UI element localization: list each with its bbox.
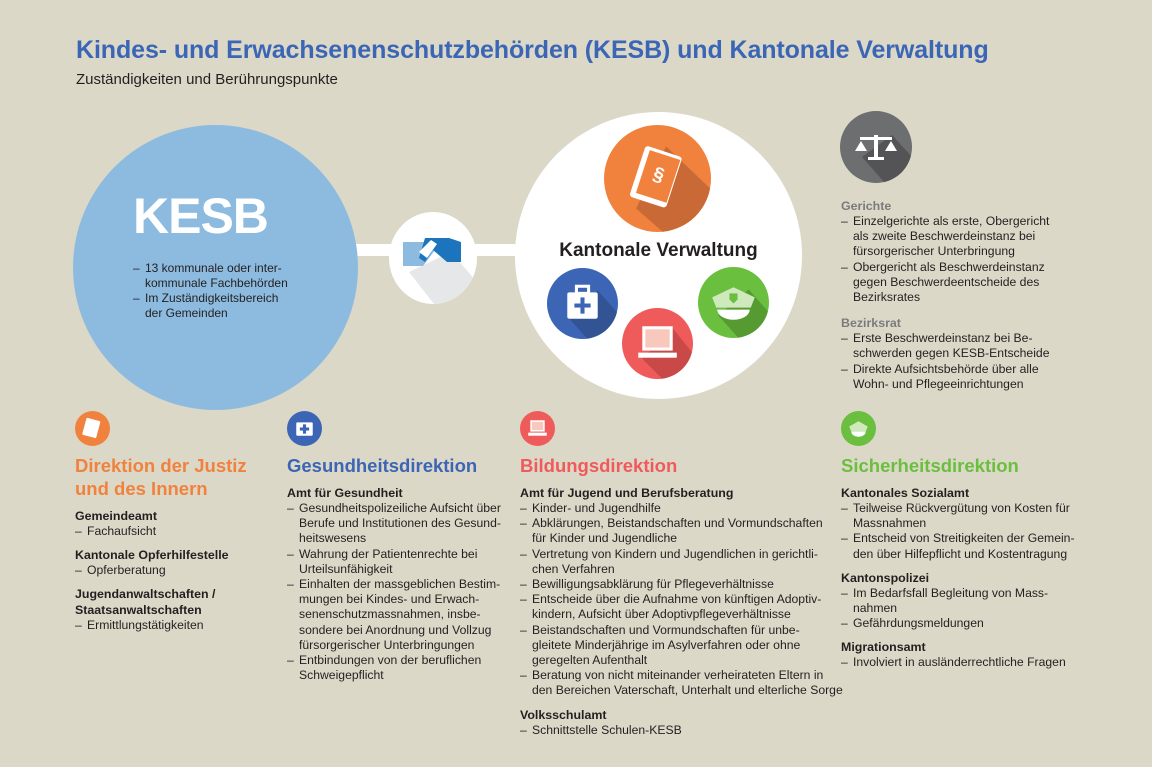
- department-group: [841, 485, 1075, 562]
- list-item: – Involviert in ausländerrechtliche Fragen: [841, 655, 1075, 670]
- department-title: Kantonspolizei: [841, 570, 930, 585]
- directorate-column: [287, 454, 501, 691]
- department-group: [287, 485, 501, 683]
- list-item: – 13 kommunale oder inter- kommunale Fachbehörden: [133, 261, 288, 291]
- list-item: – Beratung von nicht miteinander verheirateten Eltern in den Bereichen Vaterschaft, Unterhalt und elterliche Sorge: [520, 668, 843, 698]
- responsibility-list: [75, 618, 247, 633]
- department-title: Kantonale Opferhilfestelle: [75, 548, 229, 563]
- svg-text:§: §: [650, 163, 667, 187]
- list-item: – Erste Beschwerdeinstanz bei Be- schwerden gegen KESB-Entscheide: [841, 331, 1049, 361]
- responsibility-list: [520, 501, 843, 699]
- list-item: – Beistandschaften und Vormundschaften für unbe- gleitete Minderjährige im Asylverfahren oder ohne geregelten Aufenthalt: [520, 623, 843, 669]
- directorate-title: Gesundheitsdirektion: [287, 455, 478, 476]
- list-item: – Kinder- und Jugendhilfe: [520, 501, 843, 516]
- department-title: Bezirksrat: [841, 316, 901, 331]
- kesb-list: [133, 261, 288, 321]
- laptop-icon: [520, 411, 555, 446]
- list-item: – Bewilligungsabklärung für Pflegeverhältnisse: [520, 577, 843, 592]
- responsibility-list: [841, 501, 1075, 562]
- department-group: [75, 547, 247, 578]
- list-item: – Wahrung der Patientenrechte bei Urteilsunfähigkeit: [287, 547, 501, 577]
- department-title: Gerichte: [841, 199, 892, 213]
- department-group: [520, 485, 843, 699]
- responsibility-list: [841, 586, 1075, 632]
- list-item: – Im Bedarfsfall Begleitung von Mass- nahmen: [841, 586, 1075, 616]
- list-item: – Schnittstelle Schulen-KESB: [520, 723, 843, 738]
- responsibility-list: [841, 655, 1075, 670]
- handshake-icon: [389, 212, 477, 304]
- directorate-title: Bildungsdirektion: [520, 455, 678, 476]
- responsibility-list: [287, 501, 501, 683]
- law-book-icon: [604, 125, 711, 232]
- department-group: [75, 508, 247, 539]
- directorate-column: [520, 454, 843, 746]
- list-item: – Gefährdungsmeldungen: [841, 616, 1075, 631]
- department-group: [841, 198, 1049, 305]
- police-cap-icon: [698, 267, 769, 338]
- responsibility-list: [841, 214, 1049, 305]
- directorate-title: Sicherheitsdirektion: [841, 455, 1019, 476]
- responsibility-list: [841, 331, 1049, 392]
- department-title: Amt für Gesundheit: [287, 486, 403, 500]
- page-title: Kindes- und Erwachsenenschutzbehörden (KESB) und Kantonale Verwaltung: [76, 36, 989, 64]
- department-group: [520, 707, 843, 738]
- department-group: [75, 586, 247, 633]
- medical-kit-icon: [547, 268, 618, 339]
- list-item: – Entscheide über die Aufnahme von künftigen Adoptiv- kindern, Aufsicht über Adoptivpflegeverhältnisse: [520, 592, 843, 622]
- list-item: – Im Zuständigkeitsbereich der Gemeinden: [133, 291, 288, 321]
- responsibility-list: [75, 563, 247, 578]
- kesb-circle: [73, 125, 358, 410]
- department-group: [841, 315, 1049, 392]
- list-item: – Ermittlungstätigkeiten: [75, 618, 247, 633]
- laptop-icon: [622, 308, 693, 379]
- list-item: – Entbindungen von der beruflichen Schweigepflicht: [287, 653, 501, 683]
- list-item: – Fachaufsicht: [75, 524, 247, 539]
- page-subtitle: Zuständigkeiten und Berührungspunkte: [76, 71, 338, 88]
- medical-kit-icon: [287, 411, 322, 446]
- directorate-column: [841, 454, 1075, 679]
- list-item: – Obergericht als Beschwerdeinstanz gegen Beschwerdeentscheide des Bezirksrates: [841, 260, 1049, 306]
- list-item: – Einzelgerichte als erste, Obergericht als zweite Beschwerdeinstanz bei fürsorgerischer Unterbringung: [841, 214, 1049, 260]
- list-item: – Opferberatung: [75, 563, 247, 578]
- department-title: Amt für Jugend und Berufsberatung: [520, 486, 734, 500]
- department-group: [841, 639, 1075, 670]
- department-title: Volksschulamt: [520, 707, 607, 722]
- list-item: – Vertretung von Kindern und Jugendlichen in gerichtli- chen Verfahren: [520, 547, 843, 577]
- kesb-title: KESB: [133, 188, 268, 244]
- courts-section: [841, 198, 1049, 402]
- handshake-circle: [389, 212, 477, 304]
- kantonale-verwaltung-circle: [515, 112, 802, 399]
- directorate-column: [75, 454, 247, 642]
- department-group: [841, 570, 1075, 632]
- department-title: Jugendanwaltschaften / Staatsanwaltschaften: [75, 587, 216, 618]
- list-item: – Entscheid von Streitigkeiten der Gemein- den über Hilfepflicht und Kostentragung: [841, 531, 1075, 561]
- list-item: – Teilweise Rückvergütung von Kosten für Massnahmen: [841, 501, 1075, 531]
- list-item: – Direkte Aufsichtsbehörde über alle Wohn- und Pflegeeinrichtungen: [841, 362, 1049, 392]
- department-title: Migrationsamt: [841, 640, 926, 655]
- list-item: – Einhalten der massgeblichen Bestim- mungen bei Kindes- und Erwach- senenschutzmassnahmen, insbe- sondere bei Anordnung und Vollzug fürsorgerischer Unterbringungen: [287, 577, 501, 653]
- kantonale-verwaltung-title: Kantonale Verwaltung: [559, 240, 758, 261]
- directorate-title: Direktion der Justiz und des Innern: [75, 455, 247, 499]
- scales-of-justice-icon: [840, 111, 912, 183]
- department-title: Kantonales Sozialamt: [841, 486, 970, 500]
- list-item: – Gesundheitspolizeiliche Aufsicht über Berufe und Institutionen des Gesund- heitswesens: [287, 501, 501, 547]
- law-book-icon: [75, 411, 110, 446]
- list-item: – Abklärungen, Beistandschaften und Vormundschaften für Kinder und Jugendliche: [520, 516, 843, 546]
- police-cap-icon: [841, 411, 876, 446]
- responsibility-list: [520, 723, 843, 738]
- department-title: Gemeindeamt: [75, 509, 157, 523]
- responsibility-list: [75, 524, 247, 539]
